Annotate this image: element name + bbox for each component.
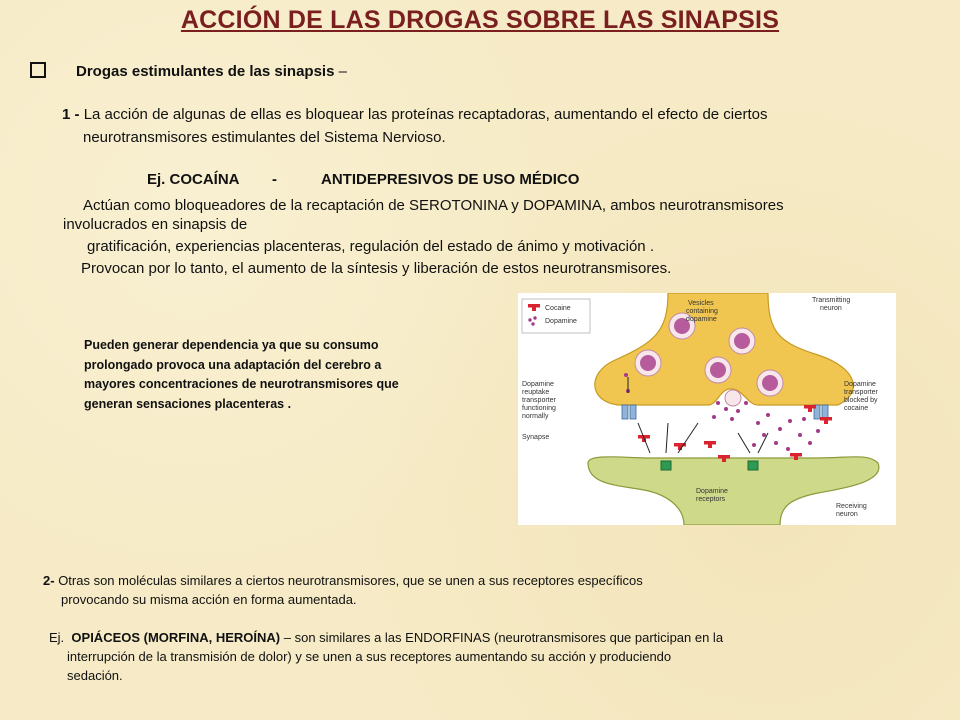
reuptake-label: normally — [522, 413, 549, 420]
section-heading: Drogas estimulantes de las sinapsis — [76, 63, 335, 80]
point2-line2: provocando su misma acción en forma aumentada. — [61, 592, 357, 607]
reuptake-label: transporter — [522, 397, 556, 404]
dopamine-receptor-icon — [748, 461, 758, 470]
example2-line1 — [49, 628, 723, 647]
mechanism-line2: involucrados en sinapsis de — [63, 216, 248, 233]
vesicle — [729, 328, 755, 354]
transmitting-neuron-terminal — [595, 293, 853, 405]
example2-text: – son similares a las ENDORFINAS (neurotransmisores que participan en la — [283, 630, 724, 645]
mechanism-line4: Provocan por lo tanto, el aumento de la síntesis y liberación de estos neurotransmisores. — [81, 260, 672, 277]
vesicles-label: dopamine — [686, 316, 717, 323]
vesicles-label: containing — [686, 308, 718, 315]
vesicle — [635, 350, 661, 376]
section-heading-row — [30, 62, 347, 80]
mechanism-line3: gratificación, experiencias placenteras, regulación del estado de ánimo y motivación . — [87, 238, 654, 255]
synapse-diagram — [518, 293, 896, 525]
dependence-line: generan sensaciones placenteras . — [84, 396, 292, 411]
vesicle — [757, 370, 783, 396]
blocked-label: blocked by — [844, 397, 878, 404]
receptors-label: receptors — [696, 496, 726, 503]
synapse-label: Synapse — [522, 434, 550, 441]
example2-line2: interrupción de la transmisión de dolor) y se unen a sus receptores aumentando su acción y produciendo — [67, 649, 672, 664]
reuptake-transporter-icon — [622, 405, 636, 419]
receiving-label: neuron — [836, 511, 858, 518]
dependence-note — [84, 336, 444, 414]
point2-text: Otras son moléculas similares a ciertos neurotransmisores, que se unen a sus receptores específicos — [58, 573, 643, 588]
checkbox-bullet-icon — [30, 62, 46, 78]
page-title: ACCIÓN DE LAS DROGAS SOBRE LAS SINAPSIS — [180, 6, 780, 34]
receiving-label: Receiving — [836, 503, 867, 510]
section-dash: – — [338, 63, 347, 80]
dependence-line: Pueden generar dependencia ya que su consumo — [84, 338, 379, 352]
receptors-label: Dopamine — [696, 488, 728, 495]
example2-label: Ej. — [49, 630, 65, 645]
point1-line1 — [62, 104, 767, 126]
example1 — [147, 171, 579, 188]
example1-other: ANTIDEPRESIVOS DE USO MÉDICO — [321, 171, 580, 188]
transmitting-label: neuron — [820, 305, 842, 312]
example1-label: Ej. COCAÍNA — [147, 171, 240, 188]
example2-drugs: OPIÁCEOS (MORFINA, HEROÍNA) — [71, 630, 281, 645]
example2-line3: sedación. — [67, 668, 123, 683]
mechanism-line1: Actúan como bloqueadores de la recaptación de SEROTONINA y DOPAMINA, ambos neurotransmisores — [83, 197, 784, 214]
dopamine-receptor-icon — [661, 461, 671, 470]
dependence-line: prolongado provoca una adaptación del cerebro a — [84, 357, 382, 372]
blocked-label: Dopamine — [844, 381, 876, 388]
vesicle-fusing — [725, 390, 741, 406]
reuptake-label: Dopamine — [522, 381, 554, 388]
blocked-transporter-icon — [814, 405, 828, 419]
point2-line1 — [43, 571, 643, 590]
point2-number: 2- — [43, 573, 55, 588]
synapse-illustration — [518, 293, 896, 525]
reuptake-label: reuptake — [522, 389, 550, 396]
transmitting-label: Transmitting — [812, 297, 851, 304]
reuptake-label: functioning — [522, 405, 556, 412]
blocked-label: transporter — [844, 389, 878, 396]
example1-sep: - — [272, 171, 277, 188]
vesicle — [705, 357, 731, 383]
point1-text: La acción de algunas de ellas es bloquear las proteínas recaptadoras, aumentando el efecto de ciertos — [83, 106, 768, 123]
legend-cocaine-label: Cocaine — [545, 305, 571, 312]
dependence-line: mayores concentraciones de neurotransmisores que — [84, 377, 399, 391]
vesicles-label: Vesicles — [688, 300, 714, 307]
blocked-label: cocaine — [844, 405, 869, 412]
point1-number: 1 - — [62, 106, 80, 123]
legend-dopamine-label: Dopamine — [545, 318, 577, 325]
point1-line2: neurotransmisores estimulantes del Sistema Nervioso. — [83, 129, 446, 146]
